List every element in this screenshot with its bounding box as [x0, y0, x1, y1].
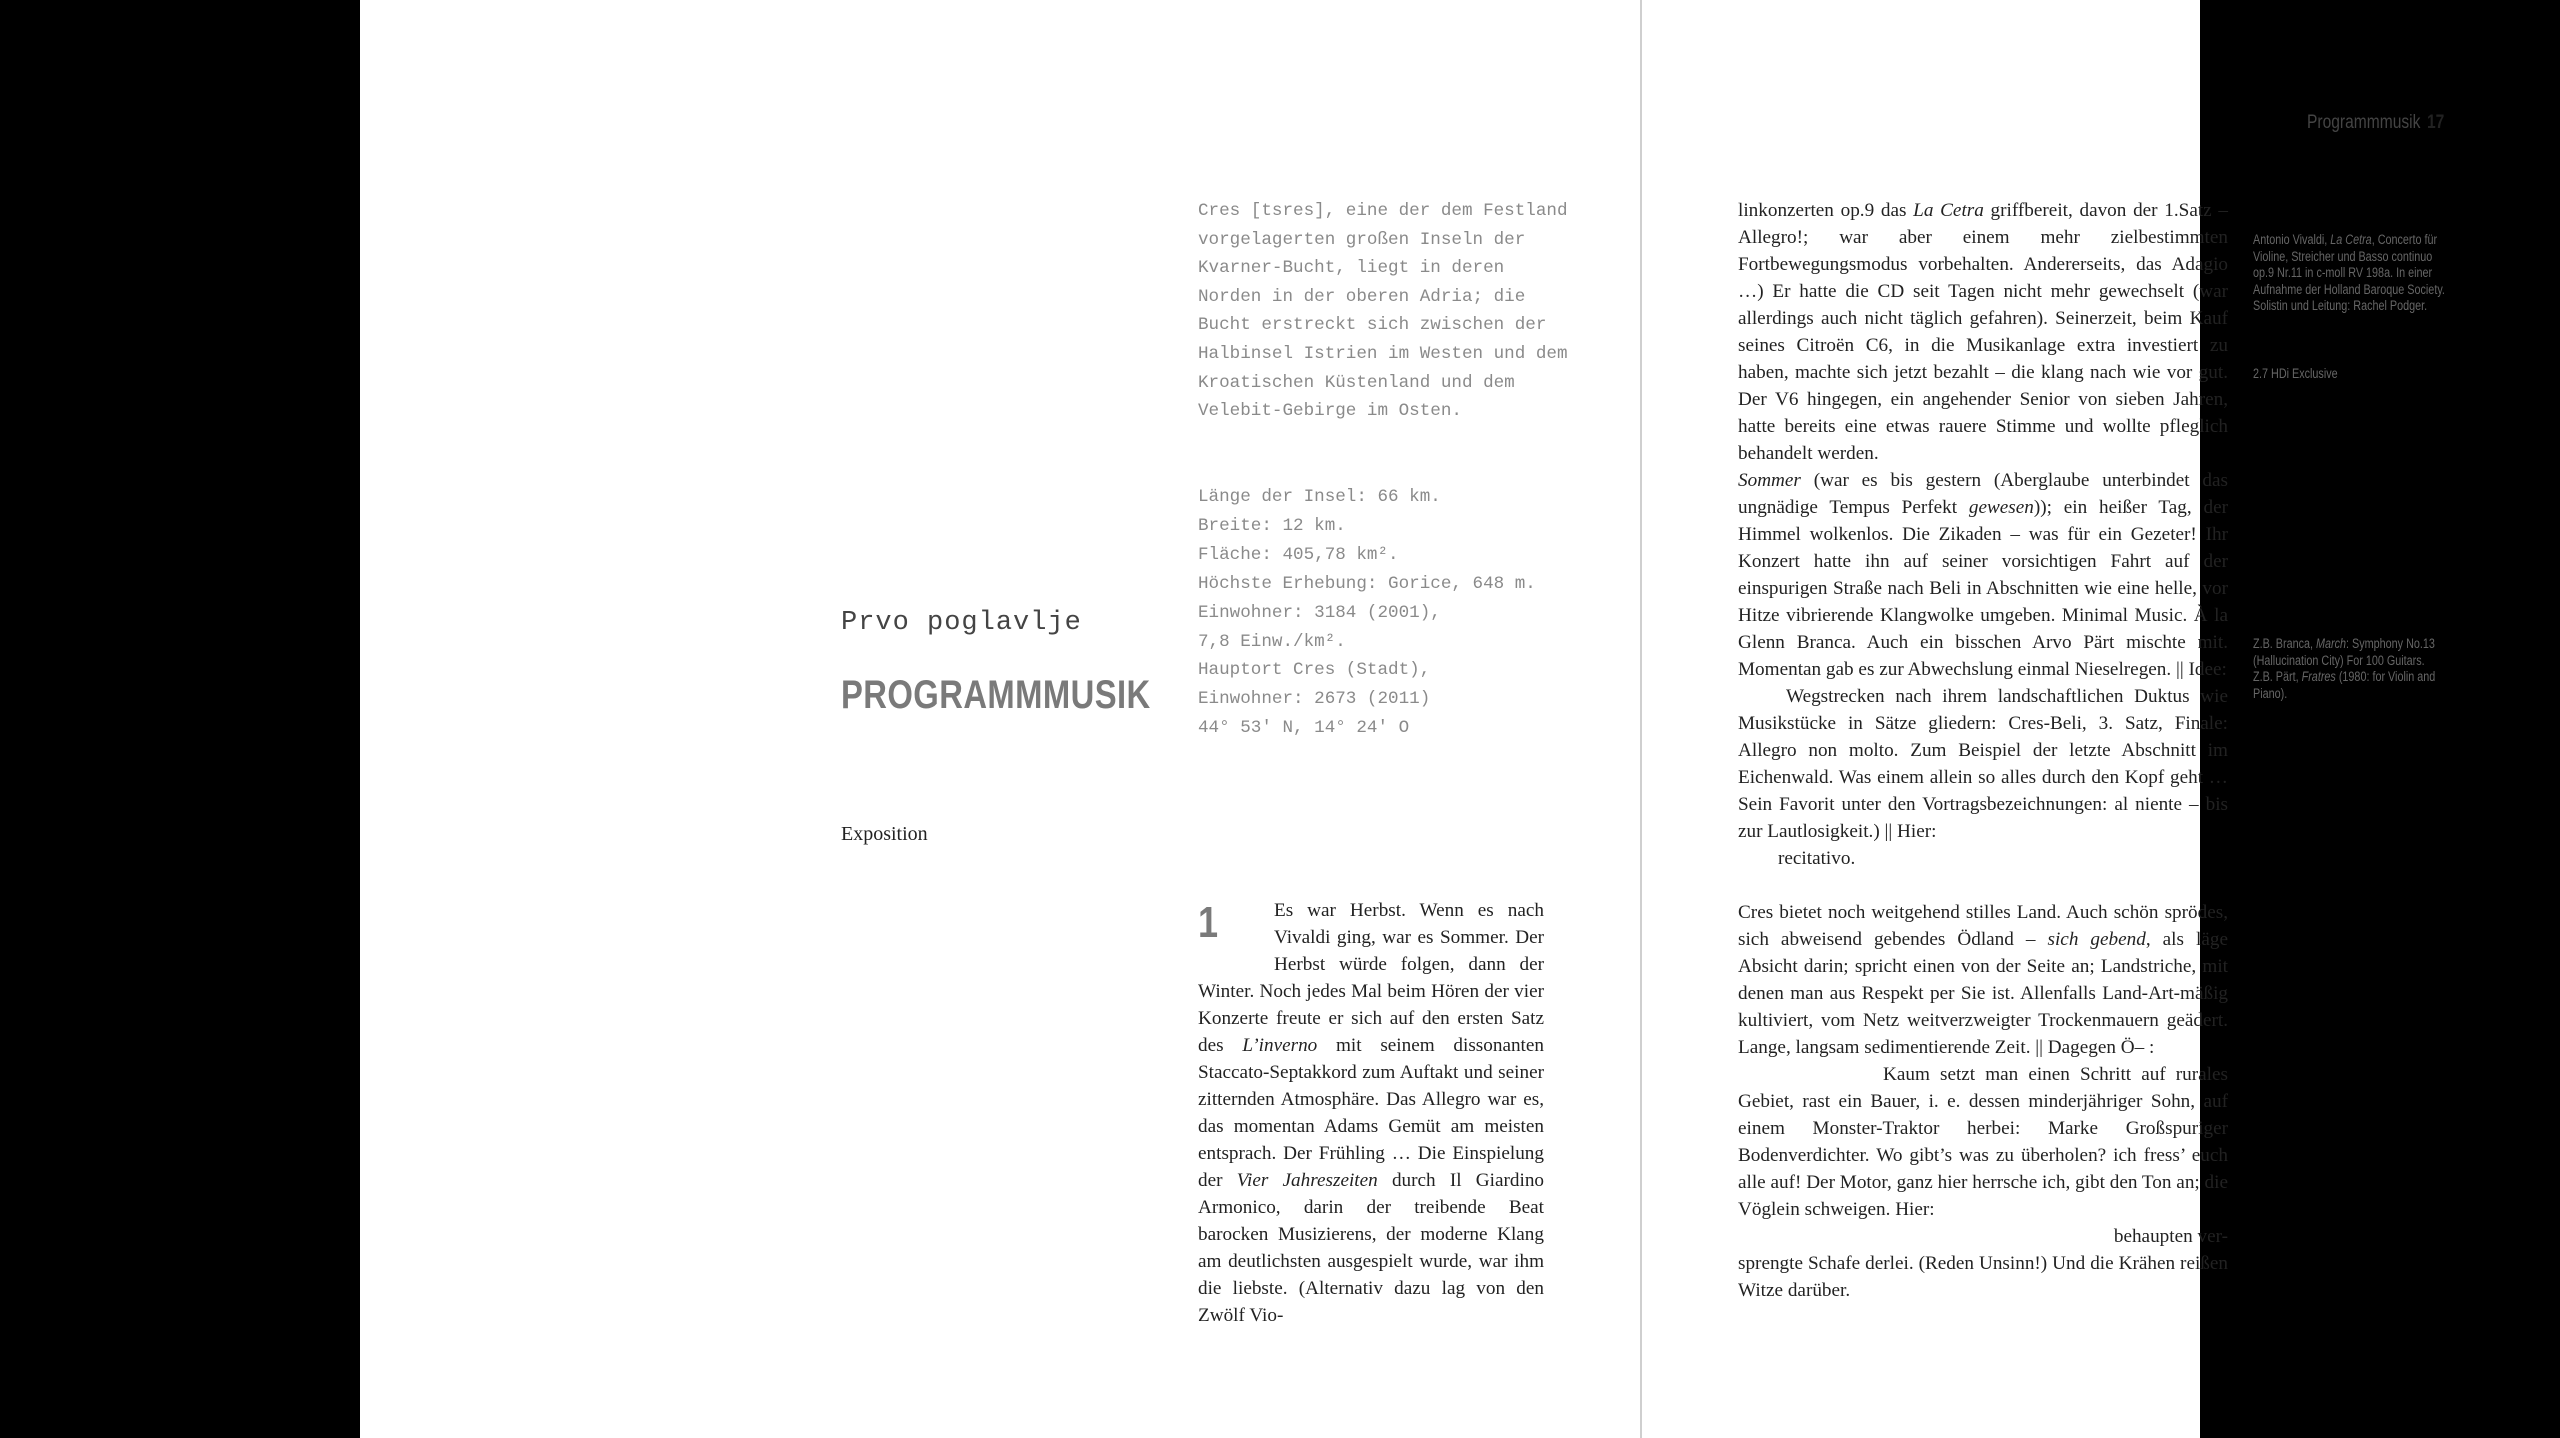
- fact-line: 7,8 Einw./km².: [1198, 631, 1346, 652]
- drop-cap-numeral: 1: [1198, 898, 1219, 947]
- body-paragraph-3: Cres bietet noch weitgehend stilles Land. Auch schön sprödes, sich abweisend gebendes Ödland – sich gebend, als läge Absicht darin; spricht einen von der Seite an; Landstriche, mit denen man aus Respekt per Sie ist. Allenfalls Land-Art-mäßig kultiviert, vom Netz weitverzweigter Trockenmauern geädert. Lange, langsam sedimentierende Zeit. || Dagegen Ö– : Kaum setzt man einen Schritt auf rurales Gebiet, rast ein Bauer, i. e. dessen minderjähriger Sohn, auf einem Monster-Traktor herbei: Marke Großspuriger Bodenverdichter. Wo gibt’s was zu überholen? ich fress’ euch alle auf! Der Motor, ganz hier herrsche ich, gibt den Ton an; die Vöglein schweigen. Hier: behaupten ver- sprengte Schafe derlei. (Reden Unsinn!) Und die Krähen reißen Witze darüber.: [1738, 899, 2228, 1304]
- side-note-engine: 2.7 HDi Exclusive: [2253, 366, 2338, 381]
- island-description: Cres [tsres], eine der dem Festland vorgelagerten großen Inseln der Kvarner-Bucht, liegt in deren Norden in der oberen Adria; die Bucht erstreckt sich zwischen der Halbinsel Istrien im Westen und dem Kroatischen Küstenland und dem Velebit-Gebirge im Osten.: [1198, 201, 1568, 422]
- island-facts: [1198, 483, 1578, 743]
- side-note-branca: Z.B. Branca, March: Symphony No.13 (Hallucination City) For 100 Guitars. Z.B. Pärt, Fratres (1980: for Violin and Piano).: [2253, 636, 2436, 701]
- fact-line: Länge der Insel: 66 km.: [1198, 487, 1441, 507]
- fact-line: Hauptort Cres (Stadt),: [1198, 660, 1431, 681]
- page-number: 17: [2426, 112, 2445, 133]
- running-head: [2307, 112, 2444, 134]
- fact-line: Breite: 12 km.: [1198, 515, 1346, 536]
- body-paragraph-left: 1 Es war Herbst. Wenn es nach Vivaldi ging, war es Sommer. Der Herbst würde folgen, dann der Winter. Noch jedes Mal beim Hören der vier Konzerte freute er sich auf den ersten Satz des L’inverno mit seinem dissonanten Staccato-Septakkord zum Auftakt und seiner zitternden Atmosphäre. Das Allegro war es, das momentan Adams Gemüt am meisten entsprach. Der Frühling … Die Einspielung der Vier Jahreszeiten durch Il Giardino Armonico, darin der treibende Beat barocken Musizierens, der moderne Klang am deutlichsten ausgespielt wurde, war ihm die liebste. (Alternativ dazu lag von den Zwölf Vio-: [1198, 898, 1545, 1326]
- fact-line: 44° 53′ N, 14° 24′ O: [1198, 718, 1410, 739]
- section-heading: Exposition: [841, 823, 928, 845]
- fact-line: Höchste Erhebung: Gorice, 648 m.: [1198, 573, 1536, 594]
- indented-passage: Kaum setzt man einen Schritt auf rurales Gebiet, rast ein Bauer, i. e. dessen minderjähriger Sohn, auf einem Monster-Traktor herbei: Marke Großspuriger Bodenverdichter. Wo gibt’s was zu überholen? ich fress’ euch alle auf! Der Motor, ganz hier herrsche ich, gibt den Ton an; die Vöglein schweigen. Hier:: [1738, 1064, 2228, 1220]
- indented-passage: Wegstrecken nach ihrem landschaftlichen Duktus wie Musikstücke in Sätze gliedern: Cres-Beli, 3. Satz, Finale: Allegro non molto. Zum Beispiel der letzte Abschnitt im Eichenwald. Was einem allein so alles durch den Kopf geht … Sein Favorit unter den Vortragsbezeichnungen: al niente – bis zur Lautlosigkeit.) || Hier:: [1738, 686, 2228, 842]
- chapter-title: PROGRAMMMUSIK: [841, 673, 1151, 717]
- right-aligned-line: behaupten ver-: [2113, 1226, 2228, 1247]
- fact-line: Einwohner: 2673 (2011): [1198, 689, 1431, 710]
- body-paragraph-1: linkonzerten op.9 das La Cetra griffbereit, davon der 1.Satz – Allegro!; war aber einem mehr zielbestimmten Fortbewegungsmodus vorbehalten. Andererseits, das Adagio …) Er hatte die CD seit Tagen nicht mehr gewechselt (war allerdings auch nicht täglich gefahren). Seinerzeit, beim Kauf seines Citroën C6, in die Musikanlage extra investiert zu haben, machte sich jetzt bezahlt – die klang nach wie vor gut. Der V6 hingegen, ein angehender Senior von sieben Jahren, hatte bereits eine etwas rauere Stimme und wollte pfleglich behandelt werden.: [1738, 200, 2228, 464]
- running-head-title: Programmmusik: [2307, 112, 2421, 133]
- side-note-vivaldi: Antonio Vivaldi, La Cetra, Concerto für Violine, Streicher und Basso continuo op.9 Nr.11 in c-moll RV 198a. In einer Aufnahme der Holland Baroque Society. Solistin und Leitung: Rachel Podger.: [2253, 232, 2445, 313]
- book-spread: [360, 0, 2445, 1438]
- fact-line: Einwohner: 3184 (2001),: [1198, 602, 1441, 623]
- fact-line: Fläche: 405,78 km².: [1198, 544, 1399, 565]
- body-paragraph-2: Sommer (war es bis gestern (Aberglaube unterbindet das ungnädige Tempus Perfekt gewesen)); ein heißer Tag, der Himmel wolkenlos. Die Zikaden – was für ein Gezeter! Ihr Konzert hatte ihn auf seiner vorsichtigen Fahrt auf der einspurigen Straße nach Beli in Abschnitten wie eine helle, vor Hitze vibrierende Klangwolke umgeben. Minimal Music. À la Glenn Branca. Auch ein bisschen Arvo Pärt mischte mit. Momentan gab es zur Abwechslung einmal Nieselregen. || Idee: Wegstrecken nach ihrem landschaftlichen Duktus wie Musikstücke in Sätze gliedern: Cres-Beli, 3. Satz, Finale: Allegro non molto. Zum Beispiel der letzte Abschnitt im Eichenwald. Was einem allein so alles durch den Kopf geht … Sein Favorit unter den Vortragsbezeichnungen: al niente – bis zur Lautlosigkeit.) || Hier: recitativo.: [1738, 467, 2228, 872]
- recitativo-line: recitativo.: [1778, 848, 1856, 869]
- closing-line: sprengte Schafe derlei. (Reden Unsinn!) Und die Krähen reißen Witze darüber.: [1738, 1253, 2228, 1301]
- page-gutter: [1640, 0, 1642, 1438]
- chapter-label: Prvo poglavlje: [841, 608, 1082, 638]
